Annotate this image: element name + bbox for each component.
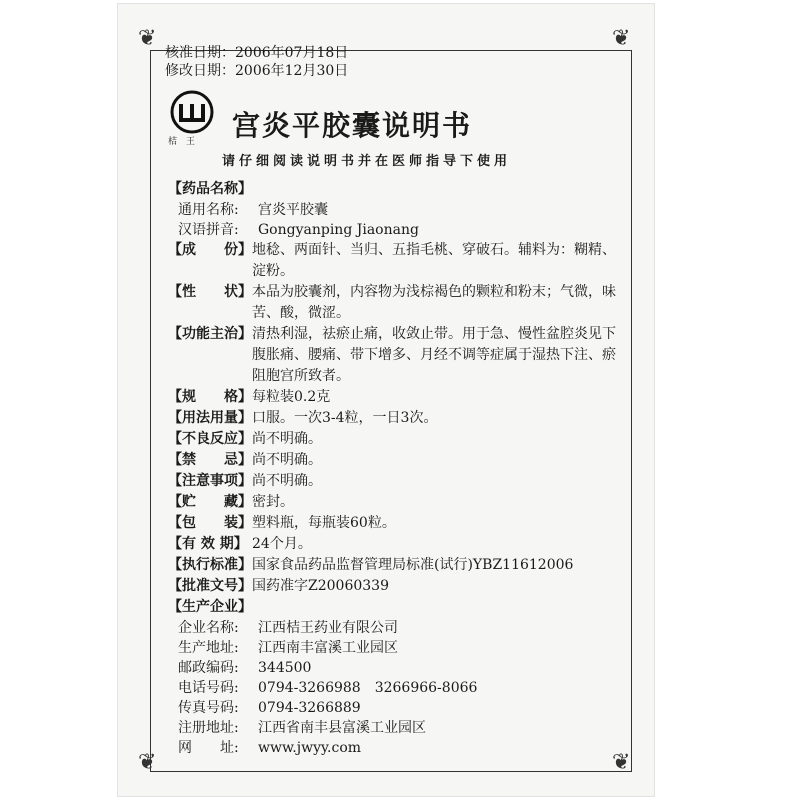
section-label: 通用名称:	[178, 202, 239, 218]
section-row	[168, 429, 618, 450]
section-value: 塑料瓶，每瓶装60粒。	[252, 515, 396, 531]
section-label: 【不良反应】	[168, 431, 252, 447]
section-row	[168, 200, 618, 220]
company-field-label: 生产地址:	[178, 640, 239, 656]
company-info	[168, 618, 618, 758]
company-row	[168, 718, 618, 738]
section-label: 【用法用量】	[168, 410, 252, 426]
company-field-label: 企业名称:	[178, 620, 239, 636]
section-row	[168, 450, 618, 471]
section-label: 汉语拼音:	[178, 222, 239, 238]
flourish-ornament-icon: ❦	[612, 26, 631, 51]
flourish-ornament-icon: ❦	[138, 26, 157, 51]
section-row	[168, 220, 618, 240]
page-title: 宫炎平胶囊说明书	[232, 109, 473, 142]
company-field-label: 电话号码:	[178, 680, 239, 696]
section-label: 【禁 忌】	[168, 452, 252, 468]
flourish-ornament-icon: ❦	[612, 750, 631, 775]
section-label: 【生产企业】	[168, 599, 252, 615]
company-field-value: 0794-3266988 3266966-8066	[258, 680, 478, 696]
section-value: 密封。	[252, 494, 294, 510]
section-row	[168, 324, 618, 387]
approve-date: 核准日期：2006年07月18日	[165, 45, 349, 61]
company-field-value: www.jwyy.com	[258, 740, 362, 756]
section-row	[168, 597, 618, 618]
section-value: 地稔、两面针、当归、五指毛桃、穿破石。辅料为：糊精、淀粉。	[252, 242, 616, 279]
section-label: 【性 状】	[168, 284, 252, 300]
section-value: 本品为胶囊剂，内容物为浅棕褐色的颗粒和粉末；气微，味苦、酸，微涩。	[252, 284, 616, 321]
section-value: 24个月。	[252, 536, 312, 552]
company-field-value: 江西桔王药业有限公司	[258, 620, 398, 636]
section-row	[168, 179, 618, 200]
section-row	[168, 408, 618, 429]
section-row	[168, 576, 618, 597]
section-row	[168, 387, 618, 408]
section-label: 【贮 藏】	[168, 494, 252, 510]
page-subtitle: 请仔细阅读说明书并在医师指导下使用	[222, 154, 512, 169]
company-field-label: 邮政编码:	[178, 660, 239, 676]
section-row	[168, 492, 618, 513]
section-label: 【批准文号】	[168, 578, 252, 594]
section-row	[168, 513, 618, 534]
leaflet-body	[168, 179, 618, 758]
company-row	[168, 618, 618, 638]
section-value: Gongyanping Jiaonang	[258, 222, 419, 238]
section-row	[168, 282, 618, 324]
section-value: 宫炎平胶囊	[258, 202, 328, 218]
section-value: 国药准字Z20060339	[252, 578, 389, 594]
section-value: 尚不明确。	[252, 431, 322, 447]
section-row	[168, 471, 618, 492]
section-list	[168, 179, 618, 618]
company-row	[168, 738, 618, 758]
section-label: 【规 格】	[168, 389, 252, 405]
company-logo-icon	[170, 90, 214, 134]
company-field-value: 0794-3266889	[258, 700, 361, 716]
company-field-value: 江西南丰富溪工业园区	[258, 640, 398, 656]
section-label: 【包 装】	[168, 515, 252, 531]
flourish-ornament-icon: ❦	[138, 750, 157, 775]
company-row	[168, 678, 618, 698]
section-row	[168, 555, 618, 576]
date-block	[165, 44, 348, 80]
section-label: 【有 效 期】	[168, 536, 248, 552]
company-row	[168, 698, 618, 718]
company-field-label: 注册地址:	[178, 720, 239, 736]
section-label: 【功能主治】	[168, 326, 252, 342]
modify-date: 修改日期：2006年12月30日	[165, 63, 349, 79]
section-value: 尚不明确。	[252, 452, 322, 468]
section-label: 【执行标准】	[168, 557, 252, 573]
logo-caption: 桔 王	[168, 137, 198, 147]
section-label: 【成 份】	[168, 242, 252, 258]
section-row	[168, 534, 618, 555]
section-row	[168, 240, 618, 282]
section-value: 尚不明确。	[252, 473, 322, 489]
company-row	[168, 638, 618, 658]
section-value: 清热利湿，祛瘀止痛，收敛止带。用于急、慢性盆腔炎见下腹胀痛、腰痛、带下增多、月经不调等症属于湿热下注、瘀阻胞宫所致者。	[252, 326, 616, 384]
company-field-label: 传真号码:	[178, 700, 239, 716]
company-row	[168, 658, 618, 678]
section-label: 【注意事项】	[168, 473, 252, 489]
company-field-value: 344500	[258, 660, 312, 676]
section-label: 【药品名称】	[168, 181, 252, 197]
company-field-value: 江西省南丰县富溪工业园区	[258, 720, 426, 736]
company-field-label: 网 址:	[178, 740, 239, 756]
section-value: 口服。一次3-4粒，一日3次。	[252, 410, 438, 426]
section-value: 每粒装0.2克	[252, 389, 331, 405]
section-value: 国家食品药品监督管理局标准(试行)YBZ11612006	[252, 557, 574, 573]
